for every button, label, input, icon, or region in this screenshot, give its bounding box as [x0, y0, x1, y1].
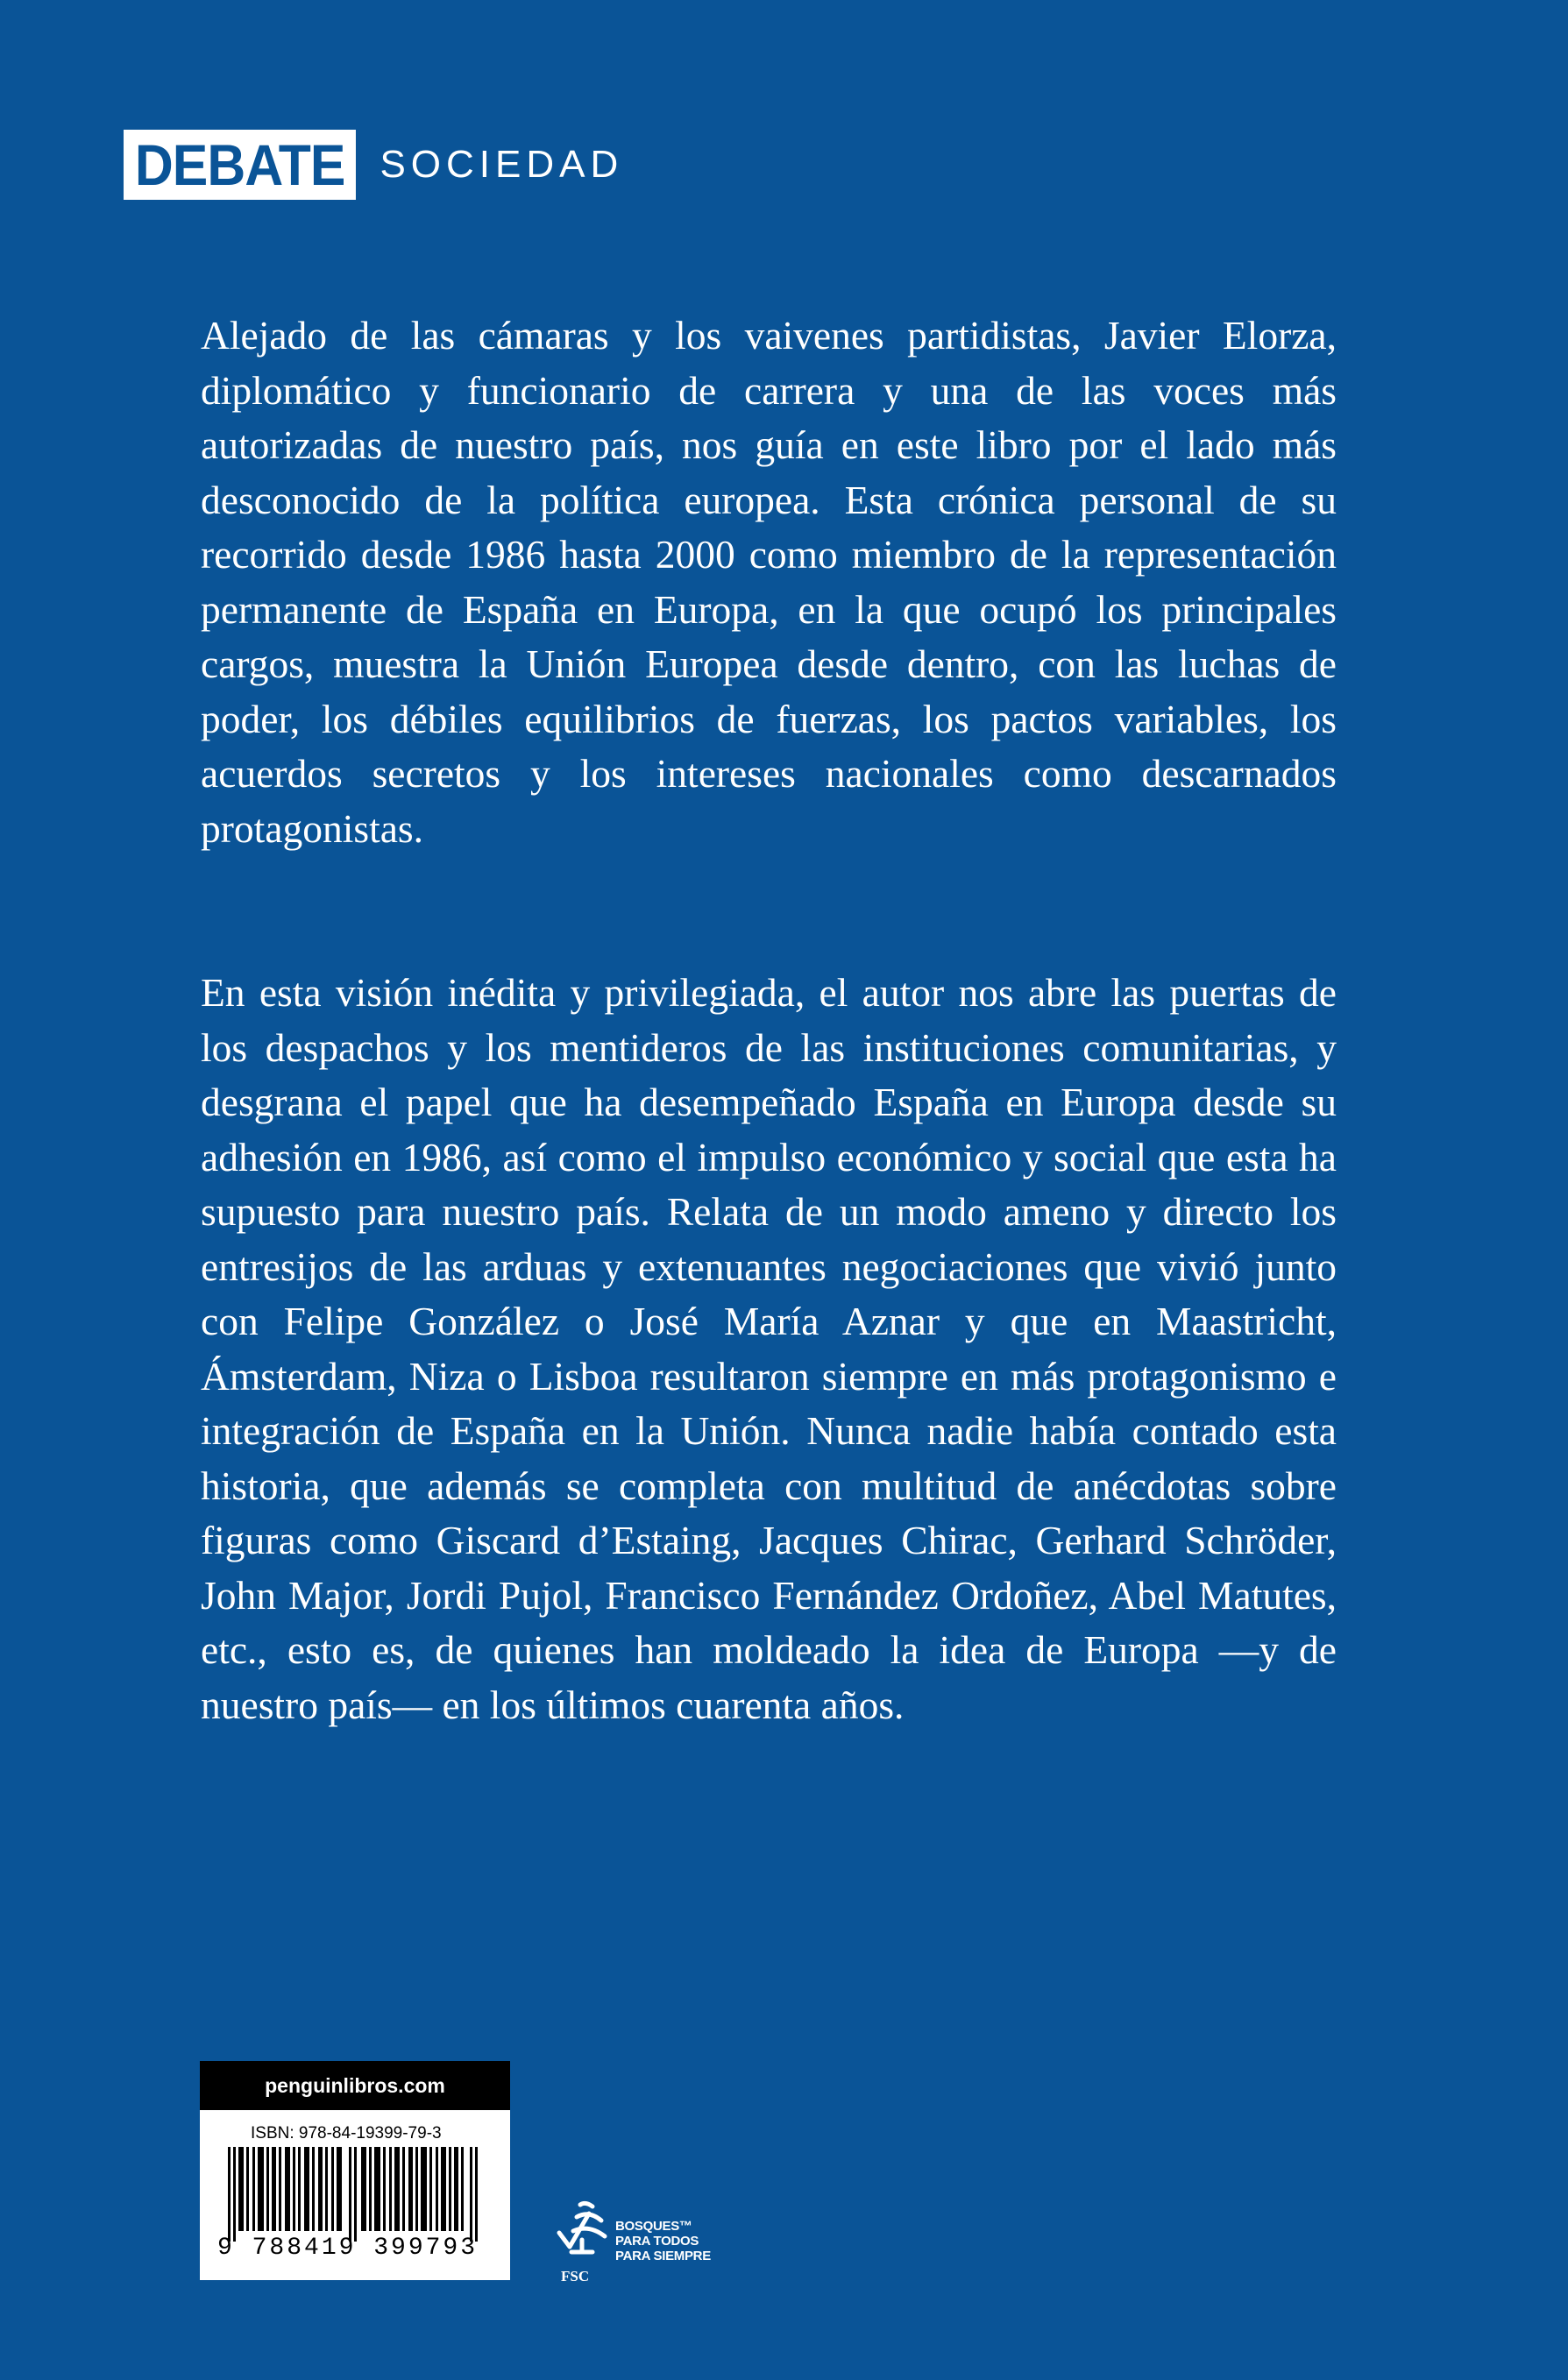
fsc-label: FSC: [561, 2268, 590, 2284]
collection-name: SOCIEDAD: [380, 143, 624, 186]
tree-check-icon: [550, 2198, 610, 2284]
barcode-block: [200, 2061, 510, 2280]
blurb-paragraph-2: En esta visión inédita y privilegiada, el autor nos abre las puertas de los despachos y los mentideros de las instituciones comunitarias, y desgrana el papel que ha desempeñado España en Europa desde su adhesión en 1986, así como el impulso económico y social que esta ha supuesto para nuestro país. Relata de un modo ameno y directo los entresijos de las arduas y extenuantes negociaciones que vivió junto con Felipe González o José María Aznar y que en Maastricht, Ámsterdam, Niza o Lisboa resultaron siempre en más protagonismo e integración de España en la Unión. Nunca nadie había contado esta historia, que además se completa con multitud de anécdotas sobre figuras como Giscard d’Estaing, Jacques Chirac, Gerhard Schröder, John Major, Jordi Pujol, Francisco Fernández Ordoñez, Abel Matutes, etc., esto es, de quienes han moldeado la idea de Europa —y de nuestro país— en los últimos cuarenta años.: [201, 970, 1337, 1727]
barcode-digits: 9 788419 399793: [217, 2235, 479, 2262]
barcode-icon: [228, 2147, 482, 2242]
fsc-logo: [550, 2198, 711, 2284]
fsc-tagline-line-3: PARA SIEMPRE: [615, 2249, 711, 2263]
website-label: penguinlibros.com: [200, 2061, 510, 2110]
fsc-tagline: [615, 2219, 711, 2263]
blurb-paragraph-1: Alejado de las cámaras y los vaivenes partidistas, Javier Elorza, diplomático y funcionario de carrera y una de las voces más autorizadas de nuestro país, nos guía en este libro por el lado más desconocido de la política europea. Esta crónica personal de su recorrido desde 1986 hasta 2000 como miembro de la representación permanente de España en Europa, en la que ocupó los principales cargos, muestra la Unión Europea desde dentro, con las luchas de poder, los débiles equilibrios de fuerzas, los pactos variables, los acuerdos secretos y los intereses nacionales como descarnados protagonistas.: [201, 313, 1337, 851]
publisher-logo: [124, 130, 623, 200]
publisher-name: DEBATE: [124, 130, 356, 200]
isbn-label: ISBN: 978-84-19399-79-3: [251, 2124, 442, 2143]
fsc-tagline-line-2: PARA TODOS: [615, 2234, 699, 2249]
fsc-tagline-line-1: BOSQUES™: [615, 2219, 692, 2234]
